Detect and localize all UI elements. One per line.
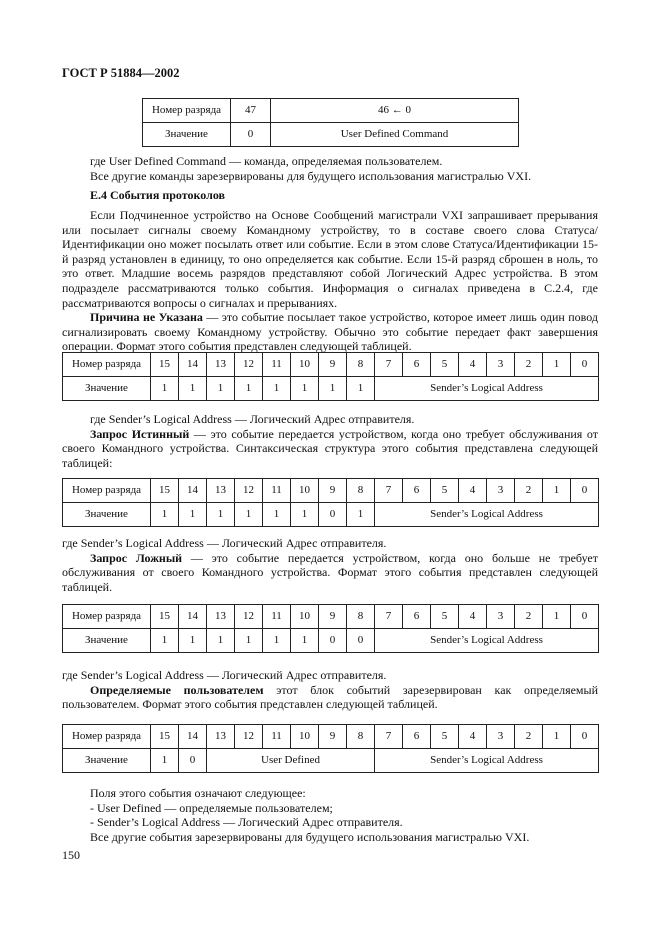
table-cell: 13 [207, 725, 235, 749]
table-cell: 3 [487, 605, 515, 629]
table-cell: 1 [151, 749, 179, 773]
table-cell: 5 [431, 353, 459, 377]
event-table-user-defined [62, 724, 599, 773]
paragraph: Все другие команды зарезервированы для будущего использования магистралью VXI. [90, 168, 532, 183]
command-bits-table [142, 98, 519, 147]
paragraph: где Sender’s Logical Address — Логический Адрес отправителя. [62, 536, 387, 550]
table-cell: 1 [543, 479, 571, 503]
table-cell: 1 [263, 377, 291, 401]
table-row [63, 503, 599, 527]
table-cell: 2 [515, 479, 543, 503]
table-cell: 11 [263, 605, 291, 629]
table-cell: 0 [319, 629, 347, 653]
table-cell: User Defined [207, 749, 375, 773]
table-cell: 15 [151, 725, 179, 749]
table-cell: 1 [151, 629, 179, 653]
table-cell: 46 ← 0 [271, 99, 519, 123]
table-row [63, 749, 599, 773]
table-cell: 1 [263, 503, 291, 527]
table-cell: 3 [487, 353, 515, 377]
table-cell: 14 [179, 353, 207, 377]
table-cell: Номер разряда [63, 605, 151, 629]
table-cell: 14 [179, 605, 207, 629]
table-cell: Значение [63, 629, 151, 653]
paragraph [62, 551, 598, 595]
table-cell: 1 [319, 377, 347, 401]
table-cell: 1 [207, 377, 235, 401]
table-cell: 6 [403, 725, 431, 749]
paragraph: где Sender’s Logical Address — Логический Адрес отправителя. [62, 668, 387, 682]
table-cell: Sender’s Logical Address [375, 503, 599, 527]
paragraph: где Sender’s Logical Address — Логический Адрес отправителя. [90, 412, 415, 426]
table-row [63, 629, 599, 653]
event-table-request-false [62, 604, 599, 653]
table-cell: 4 [459, 725, 487, 749]
table-cell: 0 [179, 749, 207, 773]
table-cell: 0 [571, 479, 599, 503]
table-cell: Sender’s Logical Address [375, 377, 599, 401]
paragraph [62, 427, 598, 471]
table-cell: Номер разряда [143, 99, 231, 123]
table-cell: 6 [403, 605, 431, 629]
table-cell: 10 [291, 725, 319, 749]
table-cell: 15 [151, 479, 179, 503]
table-row [63, 353, 599, 377]
table-cell: 1 [151, 503, 179, 527]
table-cell: 1 [151, 377, 179, 401]
table-cell: Sender’s Logical Address [375, 749, 599, 773]
table-cell: 12 [235, 725, 263, 749]
text-block-5 [62, 668, 598, 712]
table-cell: 0 [571, 605, 599, 629]
table-cell: 1 [207, 629, 235, 653]
table-cell: 1 [291, 377, 319, 401]
paragraph-text: — это событие посылает такое устройство, которое имеет лишь один повод сигнализировать своему Командному устройству. Обычно это событие передает факт завершения операции. Формат этого события представлен следующей таблицей. [62, 310, 598, 354]
section-e4 [62, 188, 598, 203]
table-cell: 9 [319, 353, 347, 377]
table-cell: 15 [151, 353, 179, 377]
table-cell: 13 [207, 353, 235, 377]
table-cell: 1 [235, 629, 263, 653]
table-cell: 9 [319, 605, 347, 629]
section-title: E.4 События протоколов [90, 188, 226, 202]
table-cell: Значение [63, 749, 151, 773]
table-cell: 14 [179, 725, 207, 749]
table-cell: 7 [375, 353, 403, 377]
paragraph: - Sender’s Logical Address — Логический Адрес отправителя. [90, 815, 403, 830]
table-cell: 15 [151, 605, 179, 629]
table-cell: 1 [543, 353, 571, 377]
text-block-3 [62, 412, 598, 470]
text-block-6 [62, 786, 598, 844]
table-cell: 0 [231, 123, 271, 147]
table-cell: 1 [235, 503, 263, 527]
paragraph-text: — это событие передается устройством, когда оно требует обслуживания от своего Командного устройства. Синтаксическая структура этого события представлена следующей таблицей: [62, 426, 599, 470]
paragraph [62, 683, 598, 712]
text-block-2 [62, 208, 598, 354]
table-cell: 1 [543, 605, 571, 629]
table-cell: 3 [487, 725, 515, 749]
table-cell: 12 [235, 605, 263, 629]
table-cell: 10 [291, 479, 319, 503]
table-cell: 7 [375, 605, 403, 629]
table-cell: 8 [347, 725, 375, 749]
table-cell: 4 [459, 605, 487, 629]
paragraph: Если Подчиненное устройство на Основе Сообщений магистрали VXI запрашивает прерывания или посылает сигналы своему Командному устройству, то в составе своего слова Статуса/Идентификации оно может посылать ответ или событие. Если в этом слове Статуса/Идентификации 15-й разряд установлен в единицу, то оно определяется как событие. Если 15-й разряд сброшен в ноль, то это ответ. Младшие восемь разрядов представляют собой Логический Адрес устройства. В этом подразделе рассматриваются только события. Информация о сигналах приведена в С.2.4, где рассматриваются вопросы о сигналах и прерываниях. [62, 208, 598, 310]
table-cell: 9 [319, 479, 347, 503]
table-cell: 1 [291, 629, 319, 653]
table-cell: 1 [179, 629, 207, 653]
table-cell: 0 [571, 353, 599, 377]
paragraph: где User Defined Command — команда, определяемая пользователем. [90, 154, 443, 168]
table-row [63, 377, 599, 401]
table-cell: 10 [291, 605, 319, 629]
table-cell: 11 [263, 725, 291, 749]
table-cell: 5 [431, 725, 459, 749]
table-cell: 8 [347, 479, 375, 503]
table-row [63, 479, 599, 503]
term-bold: Определяемые пользователем [90, 682, 264, 697]
event-table-no-reason [62, 352, 599, 401]
table-cell: 5 [431, 605, 459, 629]
table-cell: 0 [319, 503, 347, 527]
table-cell: 8 [347, 353, 375, 377]
term-bold: Запрос Истинный [90, 426, 190, 441]
table-cell: 1 [179, 503, 207, 527]
term-bold: Запрос Ложный [90, 550, 183, 565]
table-cell: 10 [291, 353, 319, 377]
table-cell: 2 [515, 725, 543, 749]
table-cell: Номер разряда [63, 479, 151, 503]
table-cell: 47 [231, 99, 271, 123]
table-cell: 1 [347, 503, 375, 527]
text-block-1 [62, 154, 598, 183]
paragraph: Все другие события зарезервированы для будущего использования магистралью VXI. [90, 829, 530, 844]
table-cell: 13 [207, 605, 235, 629]
paragraph-text: — это событие передается устройством, когда оно больше не требует обслуживания от своего Командного устройства. Формат этого события представлен следующей таблицей. [62, 550, 598, 594]
paragraph: - User Defined — определяемые пользователем; [90, 800, 333, 815]
table-cell: 1 [543, 725, 571, 749]
table-cell: 7 [375, 479, 403, 503]
table-cell: 2 [515, 353, 543, 377]
table-cell: Номер разряда [63, 725, 151, 749]
table-cell: 3 [487, 479, 515, 503]
table-cell: 0 [347, 629, 375, 653]
table-cell: 4 [459, 353, 487, 377]
table-cell: Значение [63, 377, 151, 401]
paragraph-text: этот блок событий зарезервирован как определяемый пользователем. Формат этого события представлен следующей таблицей. [62, 682, 598, 712]
table-row [63, 605, 599, 629]
page-number: 150 [62, 848, 80, 862]
document-header: ГОСТ Р 51884—2002 [62, 66, 180, 80]
table-cell: 5 [431, 479, 459, 503]
table-cell: 1 [179, 377, 207, 401]
paragraph [62, 310, 598, 354]
table-cell: 12 [235, 353, 263, 377]
table-cell: 11 [263, 479, 291, 503]
table-cell: 13 [207, 479, 235, 503]
table-cell: 4 [459, 479, 487, 503]
table-cell: 0 [571, 725, 599, 749]
table-row [63, 725, 599, 749]
table-cell: 1 [207, 503, 235, 527]
event-table-request-true [62, 478, 599, 527]
table-cell: 6 [403, 479, 431, 503]
term-bold: Причина не Указана [90, 310, 203, 325]
table-cell: 7 [375, 725, 403, 749]
table-cell: 6 [403, 353, 431, 377]
table-cell: 9 [319, 725, 347, 749]
paragraph: Поля этого события означают следующее: [90, 786, 306, 800]
table-cell: 1 [263, 629, 291, 653]
table-cell: 14 [179, 479, 207, 503]
table-cell: Sender’s Logical Address [375, 629, 599, 653]
table-cell: 1 [347, 377, 375, 401]
table-cell: 11 [263, 353, 291, 377]
table-cell: Значение [63, 503, 151, 527]
table-cell: 2 [515, 605, 543, 629]
table-cell: User Defined Command [271, 123, 519, 147]
table-cell: Номер разряда [63, 353, 151, 377]
table-cell: 1 [291, 503, 319, 527]
table-cell: 1 [235, 377, 263, 401]
text-block-4 [62, 536, 598, 594]
table-cell: 8 [347, 605, 375, 629]
table-cell: 12 [235, 479, 263, 503]
table-cell: Значение [143, 123, 231, 147]
